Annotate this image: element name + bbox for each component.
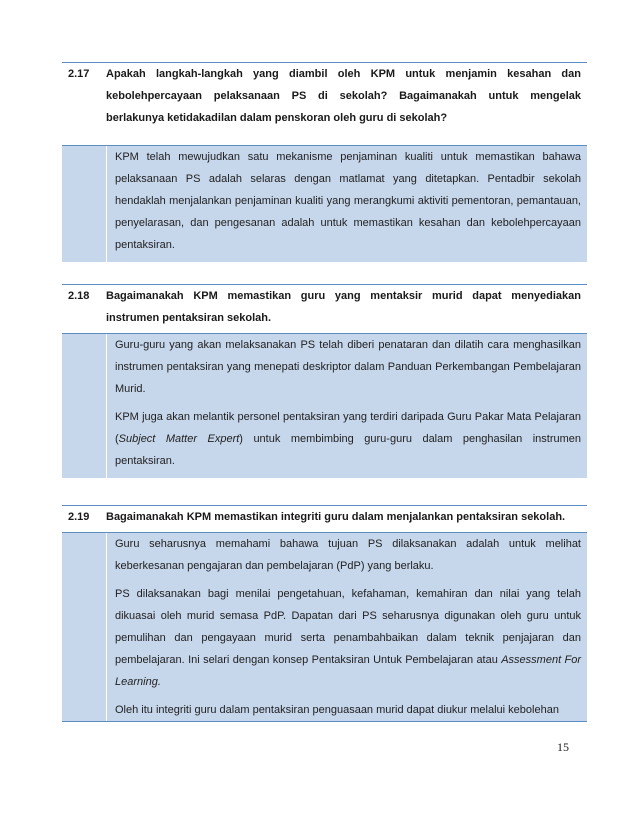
- qa-item-2-17: [62, 62, 587, 262]
- question-text: Bagaimanakah KPM memastikan integriti guru dalam menjalankan pentaksiran sekolah.: [106, 511, 566, 523]
- answer-paragraph: KPM telah mewujudkan satu mekanisme penjaminan kualiti untuk memastikan bahawa pelaksanaan PS adalah selaras dengan matlamat yang ditetapkan. Pentadbir sekolah hendaklah menjalankan penjaminan kualiti yang merangkumi aktiviti pementoran, pemantauan, penyelarasan, dan pengesanan adalah untuk memastikan kesahan dan kebolehpercayaan pentaksiran.: [115, 151, 581, 251]
- item-number: 2.17: [68, 68, 90, 80]
- qa-item-2-18: [62, 284, 587, 478]
- answer-paragraph: Oleh itu integriti guru dalam pentaksiran penguasaan murid dapat diukur melalui kebolehan: [115, 704, 559, 716]
- page-number: 15: [557, 740, 569, 754]
- answer-block: [62, 532, 587, 721]
- qa-item-2-19: [62, 505, 587, 722]
- question-text: Bagaimanakah KPM memastikan guru yang mentaksir murid dapat menyediakan instrumen pentaksiran sekolah.: [106, 290, 581, 324]
- answer-paragraph: KPM juga akan melantik personel pentaksiran yang terdiri daripada Guru Pakar Mata Pelajaran (Subject Matter Expert) untuk membimbing guru-guru dalam penghasilan instrumen pentaksiran.: [115, 411, 581, 467]
- item-number: 2.18: [68, 290, 90, 302]
- answer-paragraph: Guru seharusnya memahami bahawa tujuan PS dilaksanakan adalah untuk melihat keberkesanan pengajaran dan pembelajaran (PdP) yang berlaku.: [115, 538, 581, 572]
- question-text: Apakah langkah-langkah yang diambil oleh KPM untuk menjamin kesahan dan kebolehpercayaan pelaksanaan PS di sekolah? Bagaimanakah untuk mengelak berlakunya ketidakadilan dalam penskoran oleh guru di sekolah?: [106, 68, 581, 124]
- answer-paragraph: PS dilaksanakan bagi menilai pengetahuan, kefahaman, kemahiran dan nilai yang telah dikuasai oleh murid semasa PdP. Dapatan dari PS seharusnya digunakan oleh guru untuk pemulihan dan pengayaan murid serta penambahbaikan dalam teknik penjajaran dan pembelajaran. Ini selari dengan konsep Pentaksiran Untuk Pembelajaran atau Assessment For Learning.: [115, 588, 581, 688]
- answer-block: [62, 333, 587, 478]
- item-number: 2.19: [68, 511, 90, 523]
- answer-block: [62, 145, 587, 262]
- answer-paragraph: Guru-guru yang akan melaksanakan PS telah diberi penataran dan dilatih cara menghasilkan instrumen pentaksiran yang menepati deskriptor dalam Panduan Perkembangan Pembelajaran Murid.: [115, 339, 581, 395]
